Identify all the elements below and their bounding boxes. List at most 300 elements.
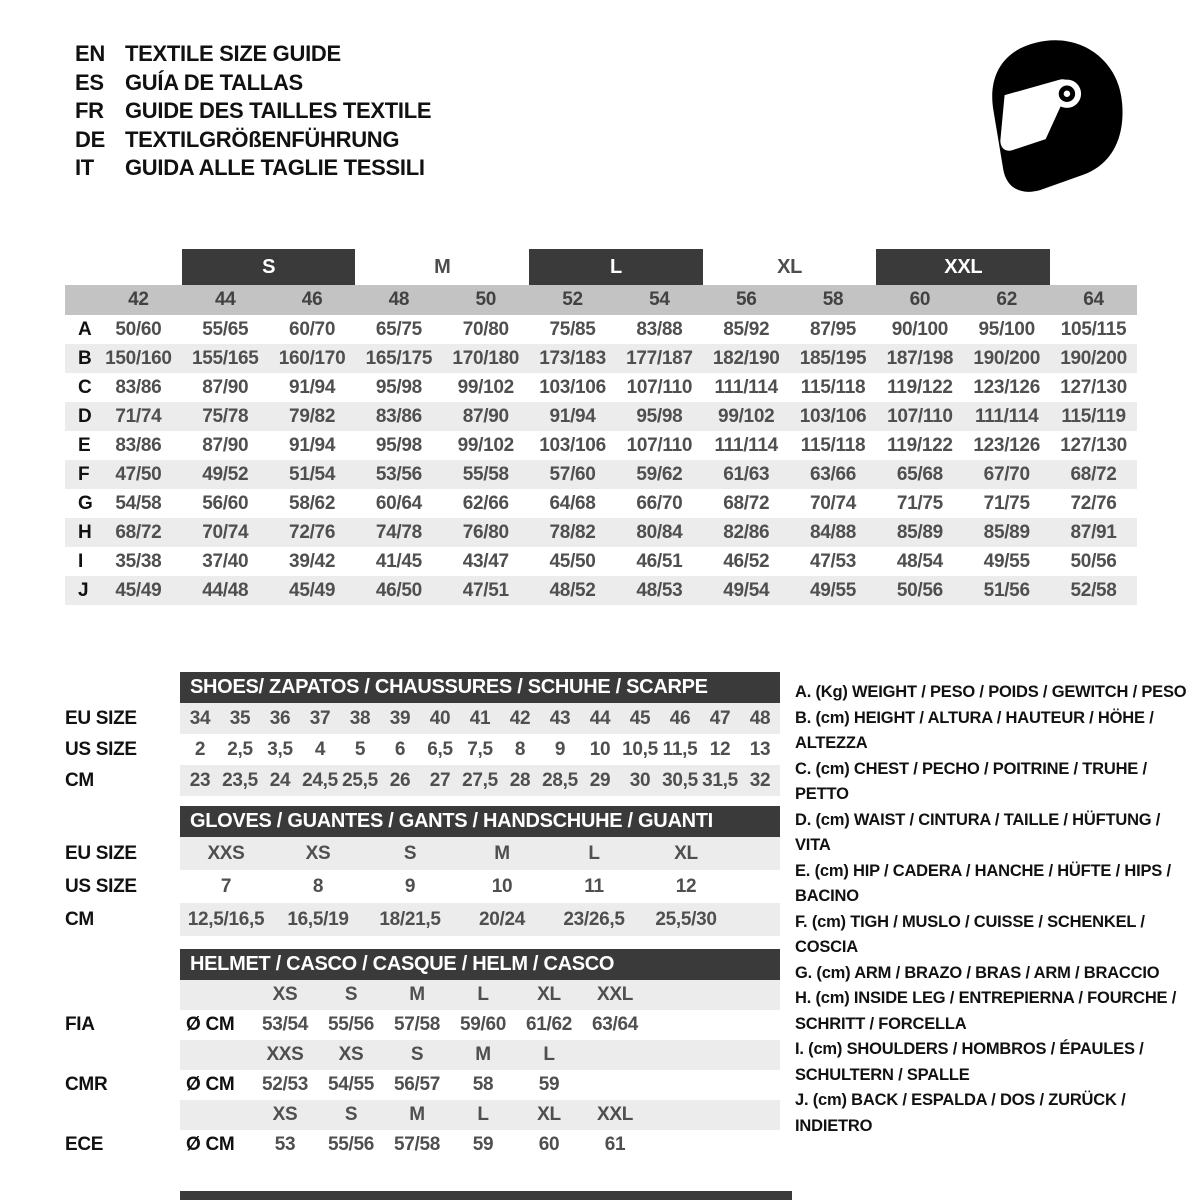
- measure-value: 99/102: [457, 434, 514, 456]
- size-cell: S: [344, 1104, 358, 1125]
- measure-value: 83/88: [636, 318, 683, 340]
- size-number-row: [65, 285, 1137, 315]
- measure-value: 48/52: [529, 576, 616, 605]
- apparel-size-table: [65, 249, 1137, 605]
- measurement-legend: [795, 680, 1197, 1139]
- value-cell: 8: [312, 875, 324, 897]
- value-cell: 5: [354, 738, 366, 760]
- table-row: [65, 870, 785, 903]
- measure-row: [65, 547, 1137, 576]
- measure-value: 48/54: [896, 550, 943, 572]
- size-number: 62: [963, 285, 1050, 315]
- row-label: EU SIZE: [65, 842, 137, 864]
- measure-value: 59/62: [616, 460, 703, 489]
- measure-row: [65, 344, 1137, 373]
- measure-value: 74/78: [355, 518, 442, 547]
- language-row: [75, 69, 431, 98]
- measure-letter: B: [65, 344, 95, 373]
- measure-value: 95/98: [616, 402, 703, 431]
- measure-value: 45/49: [95, 576, 182, 605]
- row-label: EU SIZE: [65, 707, 137, 729]
- shoes-table: [65, 703, 785, 796]
- measure-value: 105/115: [1060, 318, 1127, 340]
- measure-value: 107/110: [626, 376, 693, 398]
- measure-value: 66/70: [636, 492, 683, 514]
- measure-row: [65, 460, 1137, 489]
- value-cell: 27,5: [462, 769, 498, 791]
- measure-value: 64/68: [549, 492, 596, 514]
- value-cell: 59/60: [459, 1014, 507, 1035]
- measure-value: 50/56: [1070, 550, 1117, 572]
- measure-letter: E: [78, 434, 91, 456]
- measure-row: [65, 315, 1137, 344]
- value-cell: 61/62: [525, 1014, 573, 1035]
- measure-value: 95/100: [978, 318, 1035, 340]
- value-cell: XXS: [207, 842, 245, 864]
- measure-value: 63/66: [790, 460, 877, 489]
- measure-value: 50/60: [115, 318, 162, 340]
- size-group-label: XL: [777, 255, 803, 278]
- value-cell: 53/54: [261, 1014, 309, 1035]
- row-values: [180, 1130, 780, 1160]
- value-cell: 60: [538, 1134, 560, 1155]
- size-cell: XL: [537, 1104, 561, 1125]
- measure-value: 99/102: [457, 376, 514, 398]
- measure-letter: J: [65, 576, 95, 605]
- guide-title: TEXTILGRÖßENFÜHRUNG: [125, 126, 400, 152]
- measure-value: 53/56: [355, 460, 442, 489]
- value-cell: 57/58: [393, 1134, 441, 1155]
- measure-value: 107/110: [626, 434, 693, 456]
- measure-value: 84/88: [790, 518, 877, 547]
- measure-value: 85/89: [876, 518, 963, 547]
- measure-value: 79/82: [269, 402, 356, 431]
- size-number: 48: [355, 285, 442, 315]
- measure-value: 65/75: [375, 318, 422, 340]
- measure-value: 58/62: [289, 492, 336, 514]
- size-number: 42: [95, 285, 182, 315]
- row-label: [65, 980, 180, 1010]
- row-label: CM: [65, 908, 94, 930]
- language-code: IT: [75, 155, 94, 180]
- measure-value: 103/106: [790, 402, 877, 431]
- gloves-section: [65, 806, 785, 936]
- measure-value: 90/100: [891, 318, 949, 340]
- measure-value: 85/92: [723, 318, 770, 340]
- measure-value: 78/82: [529, 518, 616, 547]
- measure-letter: G: [78, 492, 93, 514]
- measure-row: [65, 402, 1137, 431]
- shoes-section: [65, 672, 785, 796]
- measure-value: 71/74: [95, 402, 182, 431]
- guide-title: GUIDA ALLE TAGLIE TESSILI: [125, 155, 425, 180]
- measure-value: 62/66: [462, 492, 509, 514]
- measure-value: 45/49: [269, 576, 356, 605]
- measure-value: 44/48: [182, 576, 269, 605]
- measure-value: 95/98: [375, 434, 422, 456]
- value-cell: 32: [749, 769, 771, 791]
- measure-value: 49/54: [703, 576, 790, 605]
- measure-value: 165/175: [355, 344, 442, 373]
- size-cell: L: [477, 1104, 489, 1125]
- measure-value: 80/84: [616, 518, 703, 547]
- measure-value: 71/75: [896, 492, 943, 514]
- value-cell: 25,5/30: [655, 908, 717, 930]
- measure-value: 68/72: [723, 492, 770, 514]
- measure-value: 52/58: [1050, 576, 1137, 605]
- value-cell: 25,5: [342, 769, 378, 791]
- value-cell: 34: [189, 707, 211, 729]
- value-cell: 39: [389, 707, 411, 729]
- value-cell: 30,5: [662, 769, 698, 791]
- size-number: 58: [790, 285, 877, 315]
- guide-title: TEXTILE SIZE GUIDE: [125, 41, 341, 66]
- measure-value: 37/40: [202, 550, 249, 572]
- shoes-section-header: SHOES/ ZAPATOS / CHAUSSURES / SCHUHE / SCARPE: [180, 672, 780, 703]
- measure-value: 45/50: [549, 550, 596, 572]
- guide-title: GUÍA DE TALLAS: [125, 69, 303, 95]
- size-cell: XXL: [596, 984, 634, 1005]
- helmet-sizes-row: [65, 1040, 785, 1070]
- measure-value: 49/52: [182, 460, 269, 489]
- row-values: [180, 837, 780, 870]
- value-cell: 47: [709, 707, 731, 729]
- measure-value: 111/114: [963, 402, 1050, 431]
- legend-item: G. (cm) ARM / BRAZO / BRAS / ARM / BRACCIO: [795, 963, 1160, 982]
- measure-value: 170/180: [442, 344, 529, 373]
- value-cell: 38: [349, 707, 371, 729]
- measure-value: 95/98: [375, 376, 422, 398]
- value-cell: 29: [589, 769, 611, 791]
- table-row: [65, 703, 785, 734]
- value-cell: S: [403, 842, 417, 864]
- helmet-values-row: [65, 1130, 785, 1160]
- value-cell: 13: [749, 738, 771, 760]
- measure-value: 39/42: [289, 550, 336, 572]
- size-number: 54: [616, 285, 703, 315]
- measure-value: 185/195: [790, 344, 877, 373]
- value-cell: 24: [269, 769, 291, 791]
- measure-value: 115/118: [800, 434, 866, 456]
- measure-value: 115/119: [1050, 402, 1137, 431]
- measure-value: 150/160: [95, 344, 182, 373]
- measure-value: 55/65: [202, 318, 249, 340]
- measure-value: 76/80: [442, 518, 529, 547]
- language-row: [75, 154, 431, 183]
- size-cell: XL: [537, 984, 561, 1005]
- unit-label: Ø CM: [186, 1014, 235, 1035]
- measure-value: 119/122: [887, 434, 953, 456]
- row-values: [180, 903, 780, 936]
- measure-value: 91/94: [529, 402, 616, 431]
- row-label: US SIZE: [65, 875, 137, 897]
- value-cell: 9: [404, 875, 416, 897]
- measure-value: 72/76: [269, 518, 356, 547]
- measure-value: 35/38: [115, 550, 162, 572]
- value-cell: 24,5: [302, 769, 338, 791]
- certification-label: ECE: [65, 1134, 104, 1155]
- row-label: [65, 1040, 180, 1070]
- measure-value: 47/50: [95, 460, 182, 489]
- row-values: [180, 734, 780, 765]
- measure-value: 70/74: [182, 518, 269, 547]
- row-values: [180, 1040, 780, 1070]
- certification-label: CMR: [65, 1074, 108, 1095]
- measure-value: 123/126: [973, 376, 1040, 398]
- legend-item: E. (cm) HIP / CADERA / HANCHE / HÜFTE / HIPS / BACINO: [795, 861, 1171, 905]
- language-code: EN: [75, 41, 105, 66]
- value-cell: 27: [429, 769, 451, 791]
- main-size-table: [65, 249, 1137, 605]
- helmet-table: [65, 980, 785, 1160]
- measure-letter: F: [65, 460, 95, 489]
- unit-label: Ø CM: [186, 1074, 235, 1095]
- measure-value: 43/47: [462, 550, 509, 572]
- measure-value: 85/89: [963, 518, 1050, 547]
- measure-value: 103/106: [539, 376, 606, 398]
- helmet-values-row: [65, 1070, 785, 1100]
- value-cell: 59: [538, 1074, 560, 1095]
- measure-value: 173/183: [529, 344, 616, 373]
- value-cell: 61: [604, 1134, 626, 1155]
- measure-value: 68/72: [1050, 460, 1137, 489]
- size-number: 60: [876, 285, 963, 315]
- language-code: ES: [75, 69, 104, 95]
- spacer-cell: [1050, 249, 1137, 285]
- row-values: [180, 1070, 780, 1100]
- size-number: 52: [529, 285, 616, 315]
- language-code: FR: [75, 98, 104, 123]
- row-values: [180, 1100, 780, 1130]
- cropped-section-bar: [180, 1191, 792, 1200]
- size-cell: M: [475, 1044, 491, 1065]
- measure-row: [65, 518, 1137, 547]
- size-number: 64: [1050, 285, 1137, 315]
- value-cell: 20/24: [478, 908, 526, 930]
- value-cell: 3,5: [267, 738, 293, 760]
- value-cell: 52/53: [261, 1074, 309, 1095]
- measure-value: 123/126: [973, 434, 1040, 456]
- measure-value: 87/91: [1050, 518, 1137, 547]
- measure-value: 127/130: [1060, 376, 1127, 398]
- measure-letter: D: [65, 402, 95, 431]
- measure-value: 55/58: [442, 460, 529, 489]
- measure-value: 115/118: [800, 376, 866, 398]
- size-cell: L: [477, 984, 489, 1005]
- row-label: [65, 1100, 180, 1130]
- measure-value: 91/94: [289, 376, 336, 398]
- measure-letter: H: [65, 518, 95, 547]
- measure-value: 47/53: [810, 550, 857, 572]
- value-cell: 45: [629, 707, 651, 729]
- value-cell: 12: [709, 738, 731, 760]
- spacer-cell: [65, 249, 182, 285]
- measure-row: [65, 431, 1137, 460]
- row-values: [180, 980, 780, 1010]
- value-cell: 11: [584, 875, 604, 897]
- value-cell: 54/55: [327, 1074, 375, 1095]
- language-code: DE: [75, 126, 105, 152]
- measure-value: 70/80: [462, 318, 509, 340]
- measure-letter: I: [78, 550, 83, 572]
- value-cell: L: [588, 842, 600, 864]
- value-cell: 6: [394, 738, 406, 760]
- size-group-row: [65, 249, 1137, 285]
- measure-value: 87/90: [202, 376, 249, 398]
- measure-value: 107/110: [876, 402, 963, 431]
- measure-value: 46/52: [723, 550, 770, 572]
- measure-value: 41/45: [375, 550, 422, 572]
- language-row: [75, 126, 431, 155]
- spacer-cell: [65, 285, 95, 315]
- value-cell: 10: [491, 875, 513, 897]
- measure-value: 60/70: [289, 318, 336, 340]
- table-row: [65, 837, 785, 870]
- legend-item: I. (cm) SHOULDERS / HOMBROS / ÉPAULES / SCHULTERN / SPALLE: [795, 1040, 1144, 1084]
- lower-tables: [65, 672, 785, 1160]
- measure-value: 47/51: [442, 576, 529, 605]
- value-cell: 12: [675, 875, 697, 897]
- legend-item: J. (cm) BACK / ESPALDA / DOS / ZURÜCK / INDIETRO: [795, 1091, 1126, 1135]
- value-cell: 6,5: [427, 738, 453, 760]
- legend-item: C. (cm) CHEST / PECHO / POITRINE / TRUHE / PETTO: [795, 759, 1147, 803]
- language-row: [75, 40, 431, 69]
- measure-row: [65, 373, 1137, 402]
- measure-value: 68/72: [95, 518, 182, 547]
- value-cell: 55/56: [327, 1134, 375, 1155]
- measure-value: 111/114: [714, 376, 778, 398]
- certification-label: FIA: [65, 1014, 95, 1035]
- measure-value: 87/90: [442, 402, 529, 431]
- size-group-label: S: [182, 249, 356, 285]
- size-cell: XS: [272, 984, 298, 1005]
- measure-letter: A: [78, 318, 92, 340]
- row-values: [180, 703, 780, 734]
- measure-value: 49/55: [790, 576, 877, 605]
- size-cell: M: [409, 984, 425, 1005]
- size-group-label: XXL: [876, 249, 1050, 285]
- measure-value: 82/86: [703, 518, 790, 547]
- measure-value: 155/165: [182, 344, 269, 373]
- value-cell: 28: [509, 769, 531, 791]
- value-cell: M: [494, 842, 510, 864]
- racing-helmet-icon: [972, 26, 1142, 204]
- value-cell: 30: [629, 769, 651, 791]
- guide-title: GUIDE DES TAILLES TEXTILE: [125, 98, 432, 123]
- value-cell: 40: [429, 707, 451, 729]
- table-row: [65, 903, 785, 936]
- size-group-label: L: [529, 249, 703, 285]
- value-cell: 36: [269, 707, 291, 729]
- table-row: [65, 765, 785, 796]
- size-cell: XXS: [266, 1044, 304, 1065]
- language-row: [75, 97, 431, 126]
- value-cell: 26: [389, 769, 411, 791]
- gloves-section-header: GLOVES / GUANTES / GANTS / HANDSCHUHE / GUANTI: [180, 806, 780, 837]
- value-cell: 16,5/19: [287, 908, 349, 930]
- value-cell: 12,5/16,5: [187, 908, 265, 930]
- measure-value: 72/76: [1070, 492, 1117, 514]
- size-cell: XS: [272, 1104, 298, 1125]
- measure-value: 50/56: [876, 576, 963, 605]
- value-cell: 57/58: [393, 1014, 441, 1035]
- measure-value: 187/198: [876, 344, 963, 373]
- measure-value: 60/64: [375, 492, 422, 514]
- size-cell: S: [344, 984, 358, 1005]
- measure-value: 57/60: [529, 460, 616, 489]
- row-values: [180, 870, 780, 903]
- row-label: US SIZE: [65, 738, 137, 760]
- value-cell: XL: [674, 842, 698, 864]
- legend-item: F. (cm) TIGH / MUSLO / CUISSE / SCHENKEL / COSCIA: [795, 912, 1145, 956]
- measure-value: 54/58: [115, 492, 162, 514]
- value-cell: 7,5: [467, 738, 493, 760]
- measure-value: 46/51: [636, 550, 683, 572]
- row-values: [180, 765, 780, 796]
- measure-value: 83/86: [355, 402, 442, 431]
- size-number: 44: [182, 285, 269, 315]
- value-cell: 23: [189, 769, 211, 791]
- value-cell: XS: [305, 842, 331, 864]
- size-cell: XS: [338, 1044, 364, 1065]
- helmet-section-header: HELMET / CASCO / CASQUE / HELM / CASCO: [180, 949, 780, 980]
- helmet-section: [65, 949, 785, 1160]
- table-row: [65, 734, 785, 765]
- measure-value: 51/56: [963, 576, 1050, 605]
- measure-value: 56/60: [202, 492, 249, 514]
- value-cell: 59: [472, 1134, 494, 1155]
- size-cell: L: [543, 1044, 555, 1065]
- value-cell: 41: [469, 707, 491, 729]
- value-cell: 56/57: [393, 1074, 441, 1095]
- value-cell: 53: [274, 1134, 296, 1155]
- value-cell: 2,5: [227, 738, 253, 760]
- row-label: CM: [65, 769, 94, 791]
- value-cell: 63/64: [591, 1014, 639, 1035]
- measure-value: 83/86: [115, 376, 162, 398]
- measure-value: 103/106: [539, 434, 606, 456]
- measure-value: 71/75: [983, 492, 1030, 514]
- legend-item: A. (Kg) WEIGHT / PESO / POIDS / GEWITCH / PESO: [795, 683, 1187, 701]
- value-cell: 10: [589, 738, 611, 760]
- value-cell: 7: [220, 875, 232, 897]
- helmet-values-row: [65, 1010, 785, 1040]
- measure-value: 67/70: [963, 460, 1050, 489]
- measure-value: 75/85: [549, 318, 596, 340]
- measure-value: 75/78: [182, 402, 269, 431]
- measure-row: [65, 576, 1137, 605]
- measure-value: 111/114: [714, 434, 778, 456]
- value-cell: 35: [229, 707, 251, 729]
- value-cell: 58: [472, 1074, 494, 1095]
- measure-value: 99/102: [703, 402, 790, 431]
- measure-value: 91/94: [289, 434, 336, 456]
- value-cell: 23/26,5: [563, 908, 625, 930]
- value-cell: 9: [554, 738, 566, 760]
- measure-value: 160/170: [269, 344, 356, 373]
- measure-value: 190/200: [963, 344, 1050, 373]
- value-cell: 28,5: [542, 769, 578, 791]
- legend-item: D. (cm) WAIST / CINTURA / TAILLE / HÜFTUNG / VITA: [795, 810, 1161, 854]
- value-cell: 8: [514, 738, 526, 760]
- value-cell: 42: [509, 707, 531, 729]
- measure-value: 177/187: [616, 344, 703, 373]
- value-cell: 10,5: [622, 738, 658, 760]
- measure-value: 127/130: [1060, 434, 1127, 456]
- value-cell: 31,5: [702, 769, 738, 791]
- measure-row: [65, 489, 1137, 518]
- measure-value: 87/95: [810, 318, 857, 340]
